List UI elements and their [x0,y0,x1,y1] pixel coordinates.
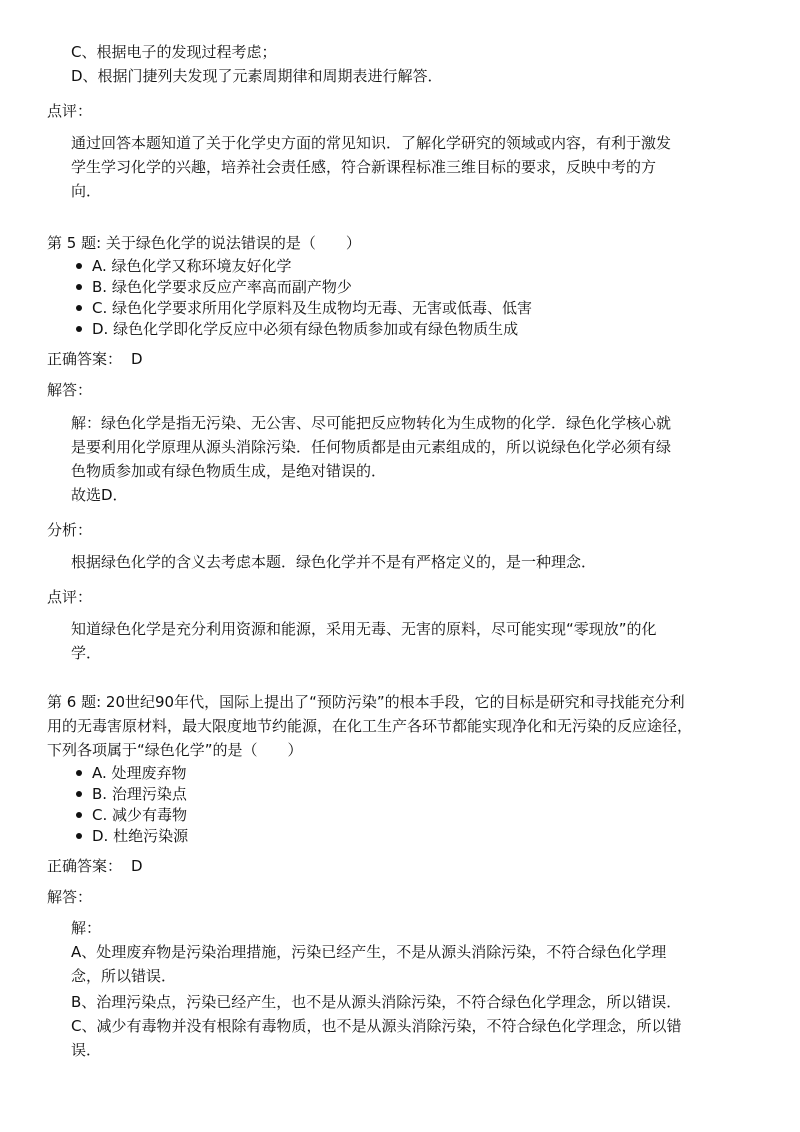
question-5-analysis-line: 根据绿色化学的含义去考虑本题．绿色化学并不是有严格定义的，是一种理念． [71,553,597,571]
prev-comment-label: 点评： [47,102,93,120]
question-6-solution-line: B、治理污染点，污染已经产生，也不是从源头消除污染，不符合绿色化学理念，所以错误． [71,993,682,1011]
question-6-title-line: 第 6 题: 20世纪90年代，国际上提出了“预防污染”的根本手段，它的目标是研究和寻找能充分利 [47,693,685,711]
question-5-option-c: C. 绿色化学要求所用化学原料及生成物均无毒、无害或低毒、低害 [92,296,532,320]
question-5-option-d: D. 绿色化学即化学反应中必须有绿色物质参加或有绿色物质生成 [92,317,518,341]
question-5-solution-line: 色物质参加或有绿色物质生成，是绝对错误的． [71,462,387,480]
question-5-comment-line: 知道绿色化学是充分利用资源和能源，采用无毒、无害的原料，尽可能实现“零现放”的化 [71,620,657,638]
question-6-answer: D [131,857,143,875]
question-6-option-b: B. 治理污染点 [92,782,187,806]
question-6-option-c: C. 减少有毒物 [92,803,187,827]
question-5-comment-line: 学． [71,644,102,662]
question-5-option-b: B. 绿色化学要求反应产率高而副产物少 [92,275,352,299]
question-5-option-a: A. 绿色化学又称环境友好化学 [92,254,292,278]
question-6-solution-label: 解答： [47,888,93,906]
question-5-solution-line: 是要利用化学原理从源头消除污染．任何物质都是由元素组成的，所以说绿色化学必须有绿 [71,438,672,456]
question-6-solution-line: 念，所以错误． [71,967,177,985]
question-6-solution-line: 误． [71,1041,102,1059]
question-5-solution-line: 解：绿色化学是指无污染、无公害、尽可能把反应物转化为生成物的化学．绿色化学核心就 [71,414,672,432]
question-5-title: 第 5 题: 关于绿色化学的说法错误的是（ ） [47,234,361,252]
question-6-solution-line: C、减少有毒物并没有根除有毒物质，也不是从源头消除污染，不符合绿色化学理念，所以错 [71,1017,682,1035]
prev-comment-line: 学生学习化学的兴趣，培养社会责任感，符合新课程标准三维目标的要求，反映中考的方 [71,158,657,176]
prev-analysis-d: D、根据门捷列夫发现了元素周期律和周期表进行解答． [71,67,443,85]
question-6-answer-label: 正确答案： [47,857,123,875]
question-6-solution-line: 解： [71,919,102,937]
prev-comment-line: 通过回答本题知道了关于化学史方面的常见知识．了解化学研究的领域或内容，有利于激发 [71,134,672,152]
question-5-answer-label: 正确答案： [47,350,123,368]
question-5-solution-line: 故选D． [71,486,128,504]
question-6-solution-line: A、处理废弃物是污染治理措施，污染已经产生，不是从源头消除污染，不符合绿色化学理 [71,943,667,961]
question-6-option-a: A. 处理废弃物 [92,761,187,785]
question-5-answer: D [131,350,143,368]
question-6-title-line: 用的无毒害原材料，最大限度地节约能源，在化工生产各环节都能实现净化和无污染的反应途径， [47,717,693,735]
prev-analysis-c: C、根据电子的发现过程考虑； [71,43,277,61]
question-5-solution-label: 解答： [47,381,93,399]
prev-comment-line: 向． [71,182,102,200]
question-5-comment-label: 点评： [47,588,93,606]
question-6-title-line: 下列各项属于“绿色化学”的是（ ） [47,741,303,759]
question-5-analysis-label: 分析： [47,521,93,539]
question-6-option-d: D. 杜绝污染源 [92,824,188,848]
